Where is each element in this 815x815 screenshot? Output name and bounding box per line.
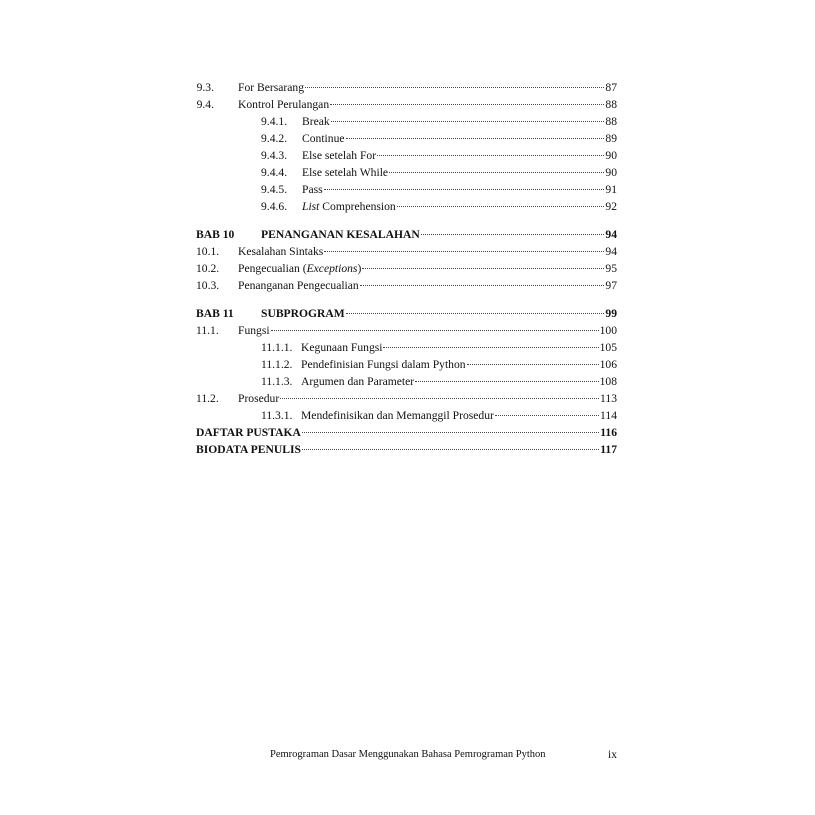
page-number: 87 bbox=[605, 81, 617, 94]
dot-leader bbox=[305, 87, 604, 88]
dot-leader bbox=[280, 398, 599, 399]
dot-leader bbox=[346, 138, 605, 139]
subsection-number: 9.4.2. bbox=[261, 132, 288, 145]
dot-leader bbox=[421, 234, 605, 235]
page-number: 97 bbox=[605, 279, 617, 292]
footer-book-title: Pemrograman Dasar Menggunakan Bahasa Pemrograman Python bbox=[270, 749, 546, 760]
toc-entry[interactable] bbox=[196, 305, 617, 322]
toc-entry[interactable] bbox=[196, 96, 617, 113]
section-number: 11.1. bbox=[196, 324, 219, 337]
entry-title: Kesalahan Sintaks bbox=[238, 245, 324, 258]
page-number: 88 bbox=[605, 115, 617, 128]
entry-title: Kegunaan Fungsi bbox=[301, 341, 383, 354]
toc-entry[interactable] bbox=[196, 356, 617, 373]
toc-entry[interactable] bbox=[196, 198, 617, 215]
toc-entry[interactable] bbox=[196, 390, 617, 407]
section-number: 9.4. bbox=[196, 98, 214, 111]
section-spacer bbox=[196, 215, 617, 226]
entry-title-italic: Exceptions bbox=[306, 262, 358, 275]
toc-entry[interactable] bbox=[196, 407, 617, 424]
entry-title: DAFTAR PUSTAKA bbox=[196, 426, 301, 439]
entry-title: Kontrol Perulangan bbox=[238, 98, 330, 111]
page-number: 113 bbox=[600, 392, 617, 405]
subsection-number: 11.1.1. bbox=[261, 341, 293, 354]
dot-leader bbox=[302, 449, 599, 450]
entry-title: Break bbox=[302, 115, 330, 128]
toc-entry[interactable] bbox=[196, 322, 617, 339]
section-number: 11.2. bbox=[196, 392, 219, 405]
page-number: 89 bbox=[605, 132, 617, 145]
dot-leader bbox=[360, 285, 605, 286]
toc-entry[interactable] bbox=[196, 243, 617, 260]
page-number: 99 bbox=[605, 307, 617, 320]
toc-entry[interactable] bbox=[196, 113, 617, 130]
page-number: 94 bbox=[605, 228, 617, 241]
page-number: 91 bbox=[605, 183, 617, 196]
entry-title: Pass bbox=[302, 183, 323, 196]
page-number: 95 bbox=[605, 262, 617, 275]
toc-entry[interactable] bbox=[196, 277, 617, 294]
entry-title: BIODATA PENULIS bbox=[196, 443, 301, 456]
dot-leader bbox=[495, 415, 599, 416]
subsection-number: 9.4.6. bbox=[261, 200, 288, 213]
entry-title: Else setelah For bbox=[302, 149, 377, 162]
page-number: 100 bbox=[599, 324, 617, 337]
dot-leader bbox=[377, 155, 604, 156]
subsection-number: 11.1.3. bbox=[261, 375, 293, 388]
entry-title: Pengecualian (Exceptions) bbox=[238, 262, 362, 275]
toc-entry[interactable] bbox=[196, 424, 617, 441]
page-footer bbox=[270, 749, 617, 761]
entry-title: PENANGANAN KESALAHAN bbox=[261, 228, 420, 241]
page-number: 90 bbox=[605, 149, 617, 162]
toc-entry[interactable] bbox=[196, 130, 617, 147]
subsection-number: 9.4.5. bbox=[261, 183, 288, 196]
section-number: 10.3. bbox=[196, 279, 220, 292]
section-number: 10.2. bbox=[196, 262, 220, 275]
chapter-number: BAB 10 bbox=[196, 228, 235, 241]
toc-entry[interactable] bbox=[196, 147, 617, 164]
chapter-number: BAB 11 bbox=[196, 307, 234, 320]
entry-title: Continue bbox=[302, 132, 345, 145]
footer-page-number: ix bbox=[608, 749, 617, 761]
entry-title: Else setelah While bbox=[302, 166, 389, 179]
toc-entry[interactable] bbox=[196, 373, 617, 390]
page-number: 108 bbox=[599, 375, 617, 388]
dot-leader bbox=[362, 268, 604, 269]
dot-leader bbox=[397, 206, 605, 207]
subsection-number: 11.3.1. bbox=[261, 409, 293, 422]
dot-leader bbox=[271, 330, 599, 331]
toc-entry[interactable] bbox=[196, 181, 617, 198]
entry-title: Fungsi bbox=[238, 324, 270, 337]
table-of-contents bbox=[196, 79, 617, 458]
entry-title: Pendefinisian Fungsi dalam Python bbox=[301, 358, 466, 371]
toc-entry[interactable] bbox=[196, 339, 617, 356]
dot-leader bbox=[324, 189, 605, 190]
dot-leader bbox=[331, 121, 605, 122]
dot-leader bbox=[324, 251, 604, 252]
page-number: 94 bbox=[605, 245, 617, 258]
section-number: 9.3. bbox=[196, 81, 214, 94]
dot-leader bbox=[346, 313, 605, 314]
page-number: 116 bbox=[600, 426, 617, 439]
entry-title: SUBPROGRAM bbox=[261, 307, 345, 320]
page-number: 88 bbox=[605, 98, 617, 111]
entry-title: List Comprehension bbox=[302, 200, 396, 213]
page-number: 92 bbox=[605, 200, 617, 213]
section-number: 10.1. bbox=[196, 245, 220, 258]
entry-title-italic: List bbox=[302, 200, 320, 213]
dot-leader bbox=[383, 347, 598, 348]
subsection-number: 9.4.4. bbox=[261, 166, 288, 179]
page-number: 90 bbox=[605, 166, 617, 179]
subsection-number: 9.4.3. bbox=[261, 149, 288, 162]
entry-title: Penanganan Pengecualian bbox=[238, 279, 359, 292]
page-number: 117 bbox=[600, 443, 617, 456]
toc-entry[interactable] bbox=[196, 441, 617, 458]
dot-leader bbox=[302, 432, 599, 433]
toc-entry[interactable] bbox=[196, 226, 617, 243]
entry-title: For Bersarang bbox=[238, 81, 305, 94]
subsection-number: 11.1.2. bbox=[261, 358, 293, 371]
toc-entry[interactable] bbox=[196, 79, 617, 96]
dot-leader bbox=[330, 104, 604, 105]
dot-leader bbox=[389, 172, 604, 173]
dot-leader bbox=[415, 381, 599, 382]
entry-title: Prosedur bbox=[238, 392, 280, 405]
page-number: 106 bbox=[599, 358, 617, 371]
subsection-number: 9.4.1. bbox=[261, 115, 288, 128]
entry-title: Mendefinisikan dan Memanggil Prosedur bbox=[301, 409, 494, 422]
toc-entry[interactable] bbox=[196, 164, 617, 181]
dot-leader bbox=[467, 364, 599, 365]
section-spacer bbox=[196, 294, 617, 305]
page-number: 105 bbox=[599, 341, 617, 354]
toc-entry[interactable] bbox=[196, 260, 617, 277]
page-number: 114 bbox=[600, 409, 617, 422]
entry-title: Argumen dan Parameter bbox=[301, 375, 415, 388]
